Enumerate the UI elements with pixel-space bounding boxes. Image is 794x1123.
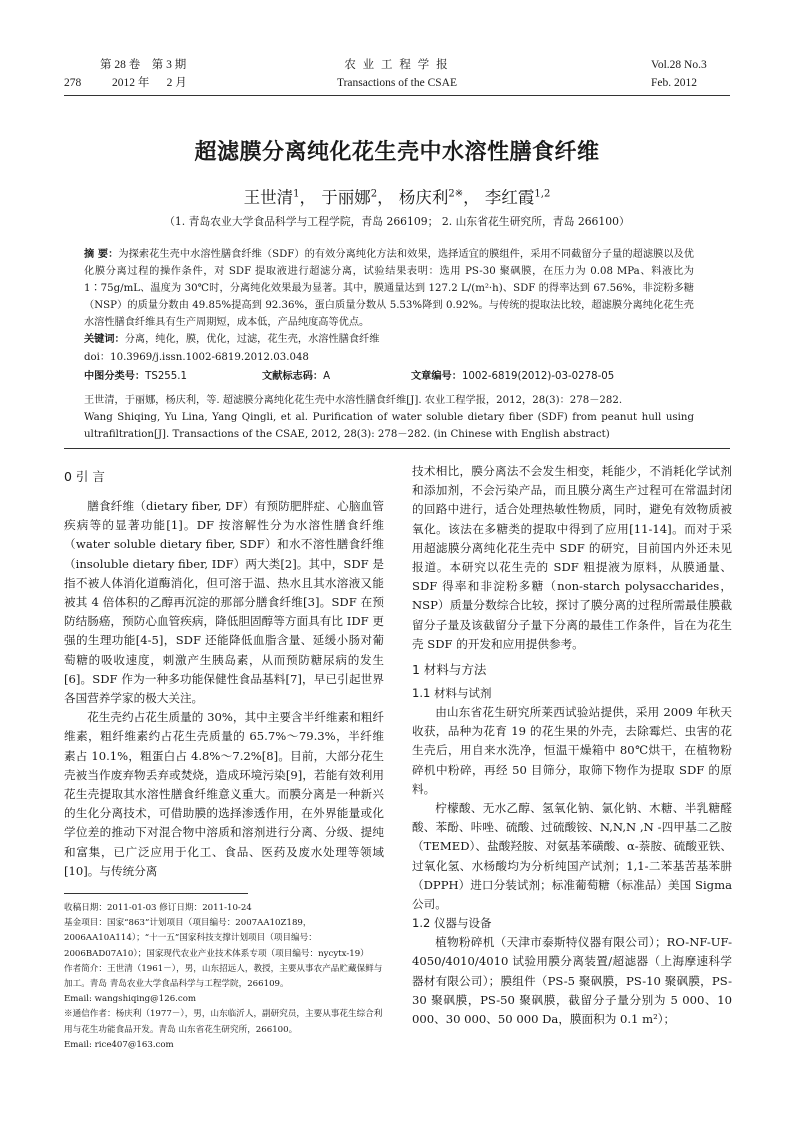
subsection-heading: 1.2 仪器与设备 [412,916,492,931]
footnote-email: Email: rice407@163.com [64,1039,174,1050]
doi: doi：10.3969/j.issn.1002-6819.2012.03.048 [84,352,309,363]
section-heading: 0 引 言 [64,469,105,484]
header-date-cn: 2012 年 2 月 [112,77,187,89]
header-vol-issue: 第 28 卷 第 3 期 [100,59,187,71]
footnote-corresponding: ※通信作者：杨庆利（1977－），男，山东临沂人，副研究员，主要从事花生综合利用与花生功能食品开发。青岛 山东省花生研究所，266100。 [64,1009,383,1035]
author: 杨庆利$^{2※}$ [398,188,464,207]
classification-row [84,368,694,385]
paragraph: 植物粉碎机（天津市泰斯特仪器有限公司）；RO-NF-UF-4050/4010/4010 试验用膜分离装置/超滤器（上海摩速科学器材有限公司）；膜组件（PS-5 聚砜膜，PS-10 聚砜膜，PS-30 聚砜膜，PS-50 聚砜膜，截留分子量分别为 5 000、10 000、30 000、50 000 Da，膜面积为 0.1 m²）； [412,935,732,1027]
abstract-text: 为探索花生壳中水溶性膳食纤维（SDF）的有效分离纯化方法和效果，选择适宜的膜组件，采用不同截留分子量的超滤膜以及优化膜分离过程的操作条件，对 SDF 提取液进行超滤分离，试验结果表明：选用 PS-30 聚砜膜，在压力为 0.08 MPa、料液比为 1∶75g/mL、温度为 30℃时，分离纯化效果最为显著。其中，膜通量达到 127.2 L/(m²·h)、SDF 的得率达到 67.56%，非淀粉多糖（NSP）的质量分数由 49.85%提高到 92.36%，蛋白质量分数从 5.53%降到 0.92%。与传统的提取法比较，超滤膜分离纯化花生壳水溶性膳食纤维具有生产周期短，成本低，产品纯度高等优点。 [84,249,694,328]
journal-name-en: Transactions of the CSAE [336,77,457,89]
subsection-heading: 1.1 材料与试剂 [412,686,492,701]
paragraph: 花生壳约占花生质量的 30%，其中主要含半纤维素和粗纤维素，粗纤维素约占花生壳质量的 65.7%～79.3%，半纤维素占 10.1%，粗蛋白占 4.8%～7.2%[8]。目前，大部分花生壳被当作废弃物丢弃或焚烧，造成环境污染[9]，若能有效利用花生壳提取其水溶性膳食纤维意义重大。而膜分离是一种新兴的生化分离技术，可借助膜的选择渗透作用，在外界能量或化学位差的推动下对混合物中溶质和溶剂进行分离、分级、提纯和富集，已广泛应用于化工、食品、医药及废水处理等领域[10]。与传统分离 [64,710,384,878]
right-column [412,462,732,1029]
author: 王世清$^1$ [243,188,300,207]
paragraph: 由山东省花生研究所莱西试验站提供，采用 2009 年秋天收获，品种为花育 19 的花生果的外壳，去除霉烂、虫害的花生壳后，用自来水洗净，恒温干燥箱中 80℃烘干，在植物粉碎机中粉碎，再经 50 目筛分，取筛下物作为提取 SDF 的原料。 [412,705,732,796]
abstract-rule [64,448,730,449]
footnote-dates: 收稿日期：2011-01-03 修订日期：2011-10-24 [64,903,252,913]
header-rule [64,95,730,96]
header-vol-en: Vol.28 No.3 [651,59,707,71]
citation-en: Wang Shiqing, Yu Lina, Yang Qingli, et al. Purification of water soluble dietary fiber (SDF) from peanut hull using ultrafiltration[J]. Transactions of the CSAE, 2012, 28(3): 278－282. (in Chinese with English abstract) [84,412,694,440]
paragraph: 膳食纤维（dietary fiber, DF）有预防肥胖症、心脑血管疾病等的显著功能[1]。DF 按溶解性分为水溶性膳食纤维（water soluble dietary fiber, SDF）和水不溶性膳食纤维（insoluble dietary fiber, IDF）两大类[2]。其中，SDF 是指不被人体消化道酶消化，但可溶于温、热水且其水溶液又能被其 4 倍体积的乙醇再沉淀的那部分膳食纤维[3]。SDF 在预防结肠癌，预防心血管疾病，降低胆固醇等方面具有比 IDF 更强的生理功能[4-5]，SDF 还能降低血脂含量、延缓小肠对葡萄糖的吸收速度，刺激产生胰岛素，从而预防糖尿病的发生[6]。SDF 作为一种多功能保健性食品基料[7]，早已引起世界各国营养学家的极大关注。 [64,499,384,706]
clc-number: 中图分类号：TS255.1 [84,371,187,382]
page-number: 278 [64,77,82,89]
citation-cn: 王世清，于丽娜，杨庆利，等. 超滤膜分离纯化花生壳中水溶性膳食纤维[J]. 农业工程学报，2012，28(3)：278－282. [84,395,623,406]
affiliation: （1. 青岛农业大学食品科学与工程学院，青岛 266109； 2. 山东省花生研究所，青岛 266100） [164,215,630,228]
document-code: 文献标志码：A [262,371,331,382]
author: 李红霞$^{1,2}$ [484,188,551,207]
footnote-funding: 基金项目：国家“863”计划项目（项目编号：2007AA10Z189，2006AA10A114）；“十一五”国家科技支撑计划项目（项目编号：2006BAD07A10）；国家现代农业产业技术体系专项（项目编号：nycytx-19） [64,918,369,959]
left-column [64,467,384,881]
paragraph: 技术相比，膜分离法不会发生相变，耗能少，不消耗化学试剂和添加剂，不会污染产品，而且膜分离生产过程可在常温封闭的回路中进行，适合处理热敏性物质，同时，避免有效物质被氧化。该法在多糖类的提取中得到了应用[11-14]。而对于采用超滤膜分离纯化花生壳中 SDF 的研究，目前国内外还未见报道。本研究以花生壳的 SDF 粗提液为原料，从膜通量、SDF 得率和非淀粉多糖（non-starch polysaccharides，NSP）质量分数综合比较，探讨了膜分离的过程所需最佳膜截留分子量及该截留分子量下分离的最佳工作条件，旨在为花生壳 SDF 的开发和应用提供参考。 [412,464,732,651]
header-date-en: Feb. 2012 [651,77,697,89]
abstract [84,246,694,331]
section-heading: 1 材料与方法 [412,662,487,678]
abstract-label: 摘 要： [84,249,119,260]
footnotes [64,901,384,1053]
footnote-author: 作者简介：王世清（1961－），男，山东招远人，教授，主要从事农产品贮藏保鲜与加工。青岛 青岛农业大学食品科学与工程学院，266109。 [64,963,383,990]
keywords: 关键词：分离，纯化，膜，优化，过滤，花生壳，水溶性膳食纤维 [84,334,380,345]
paragraph: 柠檬酸、无水乙醇、氢氧化钠、氯化钠、木糖、半乳糖醛酸、苯酚、咔唑、硫酸、过硫酸铵、N,N,N ,N -四甲基二乙胺（TEMED）、盐酸羟胺、对氨基苯磺酸、α-萘胺、硫酸亚铁、过氧化氢、水杨酸均为分析纯国产试剂；1,1-二苯基苦基苯肼（DPPH）进口分装试剂；标准葡萄糖（标准品）美国 Sigma 公司。 [412,801,732,912]
author: 于丽娜$^2$ [321,188,378,207]
paper-title: 超滤膜分离纯化花生壳中水溶性膳食纤维 [194,140,600,165]
footnote-rule [64,893,248,894]
article-number: 文章编号：1002-6819(2012)-03-0278-05 [411,371,615,382]
journal-name-cn: 农 业 工 程 学 报 [344,59,450,71]
author-list: 王世清$^1$， 于丽娜$^2$， 杨庆利$^{2※}$， 李红霞$^{1,2}$ [243,188,551,207]
footnote-email: Email: wangshiqing@126.com [64,994,197,1005]
